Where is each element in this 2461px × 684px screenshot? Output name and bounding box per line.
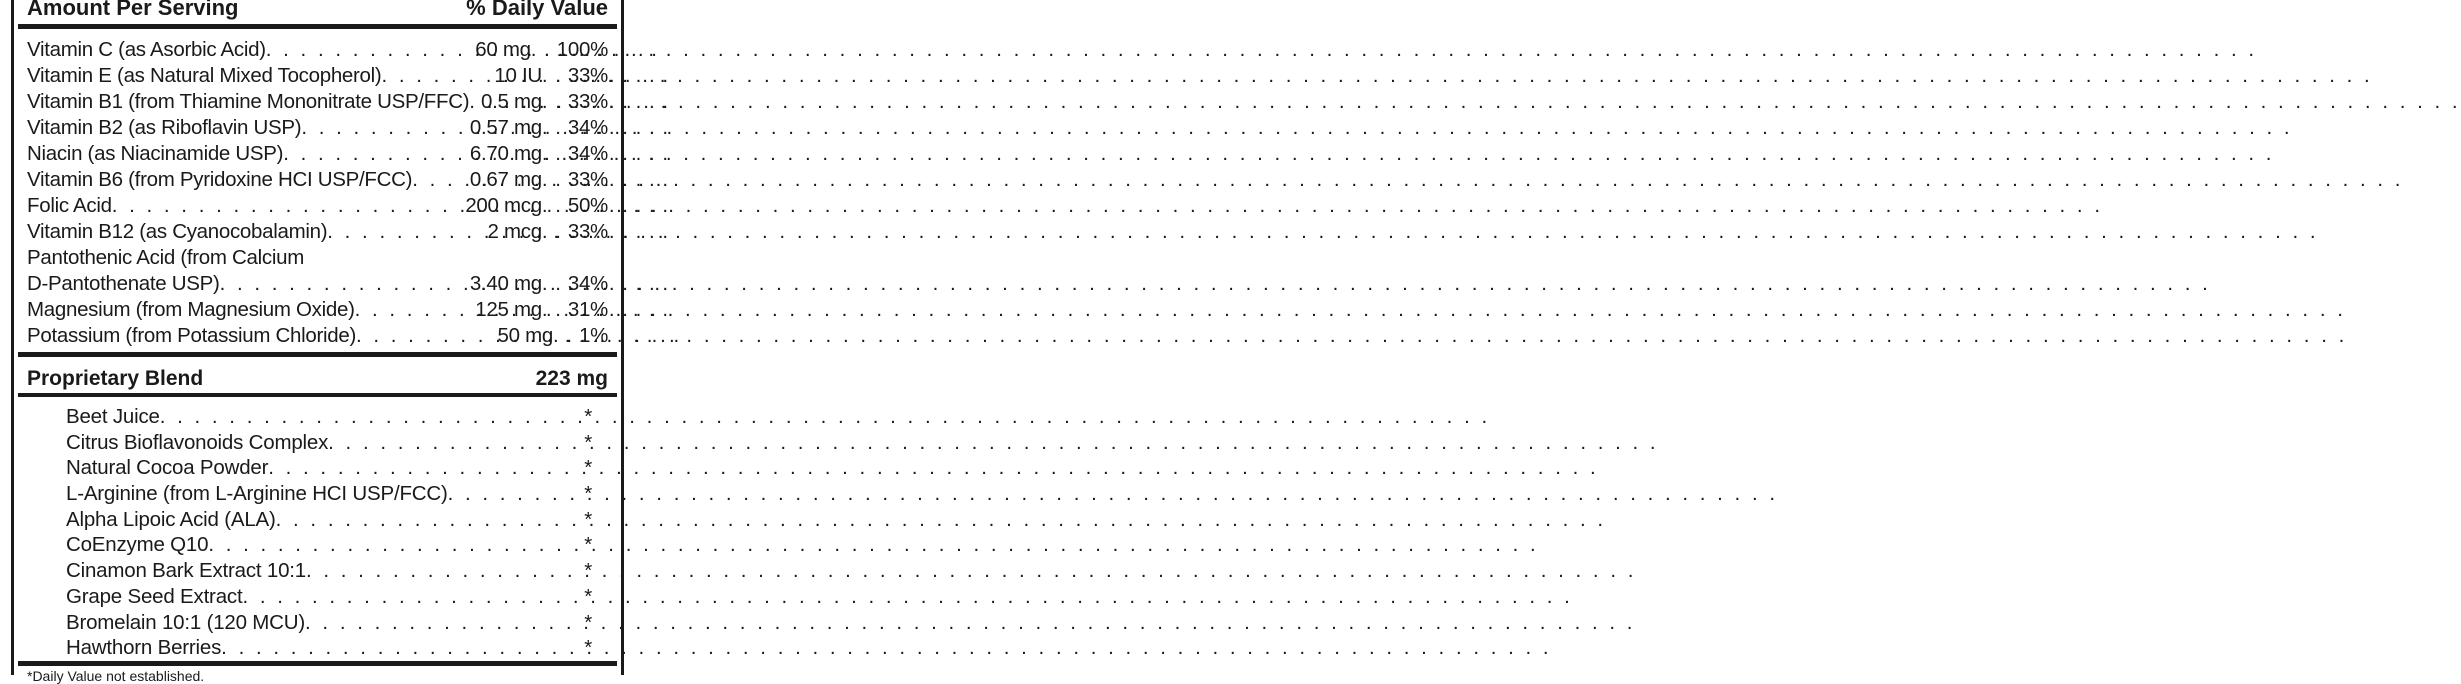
nutrient-name: Vitamin B1 (from Thiamine Mononitrate USP/FFC) bbox=[27, 90, 470, 113]
nutrient-amount: 10 IU bbox=[494, 64, 542, 87]
ingredient-row bbox=[66, 635, 592, 661]
nutrient-daily-value: 34% bbox=[567, 142, 608, 165]
daily-value-heading: % Daily Value bbox=[466, 0, 608, 20]
nutrient-row bbox=[27, 37, 608, 63]
blend-divider-top bbox=[18, 352, 617, 357]
ingredient-name: Alpha Lipoic Acid (ALA) bbox=[66, 507, 276, 531]
nutrient-daily-value: 1% bbox=[578, 324, 608, 347]
nutrient-daily-value: 33% bbox=[567, 220, 608, 243]
not-established-mark: * bbox=[584, 482, 592, 506]
nutrient-name: Potassium (from Potassium Chloride) bbox=[27, 324, 356, 347]
nutrient-row bbox=[27, 297, 608, 323]
blend-divider-bottom bbox=[18, 393, 617, 397]
header-divider bbox=[18, 24, 617, 29]
amount-per-serving-heading: Amount Per Serving bbox=[27, 0, 239, 20]
nutrient-daily-value: 34% bbox=[567, 272, 608, 295]
nutrient-name: Vitamin B12 (as Cyanocobalamin) bbox=[27, 220, 328, 243]
ingredient-row bbox=[66, 610, 592, 636]
nutrient-name: Folic Acid bbox=[27, 194, 112, 217]
nutrient-row bbox=[27, 271, 608, 297]
nutrient-row bbox=[27, 167, 608, 193]
ingredient-name: Hawthorn Berries bbox=[66, 636, 222, 660]
nutrient-amount: 60 mg bbox=[475, 38, 531, 61]
nutrient-daily-value: 34% bbox=[567, 116, 608, 139]
proprietary-blend-header bbox=[27, 365, 608, 393]
ingredient-name: Cinamon Bark Extract 10:1 bbox=[66, 559, 306, 583]
ingredient-row bbox=[66, 532, 592, 558]
nutrient-name: Vitamin C (as Asorbic Acid) bbox=[27, 38, 266, 61]
nutrient-amount: 200 mcg bbox=[465, 194, 542, 217]
proprietary-blend-title: Proprietary Blend bbox=[27, 367, 204, 390]
ingredient-row bbox=[66, 404, 592, 430]
nutrient-daily-value: 31% bbox=[567, 298, 608, 321]
nutrient-amount: 6.70 mg bbox=[469, 142, 542, 165]
ingredient-name: Beet Juice bbox=[66, 405, 160, 428]
nutrient-daily-value: 50% bbox=[567, 194, 608, 217]
nutrient-row bbox=[27, 89, 608, 115]
nutrient-amount: 0.57 mg bbox=[469, 116, 542, 139]
not-established-mark: * bbox=[584, 507, 592, 531]
ingredient-row bbox=[66, 584, 592, 610]
nutrient-row bbox=[27, 115, 608, 141]
nutrient-name: Niacin (as Niacinamide USP) bbox=[27, 142, 284, 165]
nutrient-row bbox=[27, 219, 608, 245]
nutrient-name-continued: D-Pantothenate USP) bbox=[27, 272, 220, 295]
nutrient-row bbox=[27, 193, 608, 219]
nutrient-amount: 2 mcg bbox=[487, 220, 542, 243]
nutrient-daily-value: 33% bbox=[567, 90, 608, 113]
ingredient-name: Citrus Bioflavonoids Complex bbox=[66, 430, 329, 454]
not-established-mark: * bbox=[584, 636, 592, 660]
ingredient-row bbox=[66, 430, 592, 456]
ingredient-name: CoEnzyme Q10 bbox=[66, 533, 209, 557]
nutrient-amount: 50 mg bbox=[497, 324, 553, 347]
nutrient-name: Vitamin B2 (as Riboflavin USP) bbox=[27, 116, 302, 139]
proprietary-blend-amount: 223 mg bbox=[535, 367, 608, 390]
not-established-mark: * bbox=[584, 533, 592, 557]
serving-header bbox=[27, 0, 608, 23]
nutrient-name: Magnesium (from Magnesium Oxide) bbox=[27, 298, 355, 321]
ingredient-row bbox=[66, 455, 592, 481]
nutrient-name: Vitamin B6 (from Pyridoxine HCI USP/FCC) bbox=[27, 168, 413, 191]
nutrient-name: Vitamin E (as Natural Mixed Tocopherol) bbox=[27, 64, 382, 87]
nutrient-amount: 3.40 mg bbox=[469, 272, 542, 295]
nutrient-list bbox=[27, 37, 608, 349]
footer-divider bbox=[18, 661, 617, 666]
nutrient-row bbox=[27, 63, 608, 89]
not-established-mark: * bbox=[584, 559, 592, 583]
nutrient-amount: 0.5 mg bbox=[480, 90, 542, 113]
nutrient-daily-value: 100% bbox=[556, 38, 608, 61]
not-established-mark: * bbox=[584, 610, 592, 634]
ingredient-name: L-Arginine (from L-Arginine HCI USP/FCC) bbox=[66, 482, 448, 506]
daily-value-footnote: *Daily Value not established. bbox=[27, 668, 205, 684]
ingredient-row bbox=[66, 558, 592, 584]
nutrient-name: Pantothenic Acid (from Calcium bbox=[27, 246, 304, 269]
blend-ingredient-list bbox=[66, 404, 592, 661]
nutrient-amount: 125 mg bbox=[475, 298, 542, 321]
nutrient-row-first-line bbox=[27, 245, 608, 271]
not-established-mark: * bbox=[584, 430, 592, 454]
not-established-mark: * bbox=[584, 584, 592, 608]
nutrient-daily-value: 33% bbox=[567, 64, 608, 87]
ingredient-row bbox=[66, 481, 592, 507]
ingredient-name: Bromelain 10:1 (120 MCU) bbox=[66, 610, 306, 634]
not-established-mark: * bbox=[584, 405, 592, 428]
nutrient-daily-value: 33% bbox=[567, 168, 608, 191]
ingredient-name: Grape Seed Extract bbox=[66, 584, 243, 608]
nutrient-row bbox=[27, 141, 608, 167]
ingredient-name: Natural Cocoa Powder bbox=[66, 456, 269, 480]
ingredient-row bbox=[66, 507, 592, 533]
not-established-mark: * bbox=[584, 456, 592, 480]
nutrient-row bbox=[27, 323, 608, 349]
nutrient-amount: 0.67 mg bbox=[469, 168, 542, 191]
